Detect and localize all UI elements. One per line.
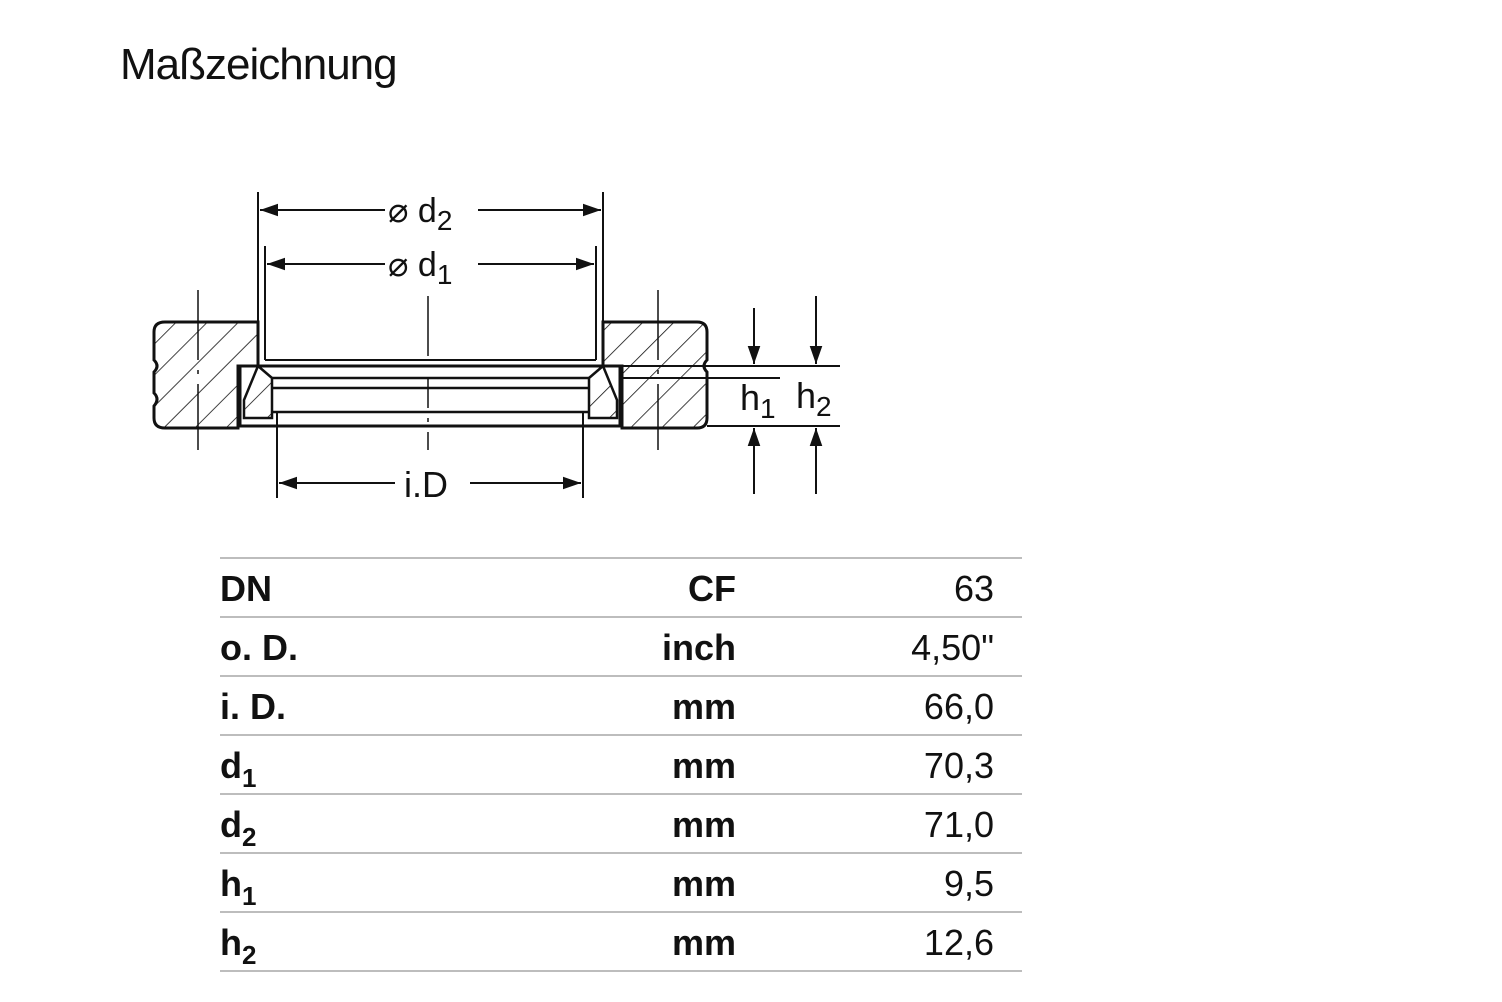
table-row <box>220 911 1022 972</box>
table-row <box>220 852 1022 911</box>
row-unit: mm <box>671 686 736 727</box>
gasket-ring <box>240 322 620 426</box>
row-unit: mm <box>671 804 736 845</box>
label-d2: ⌀ $d_2$ <box>388 192 453 236</box>
row-name: o. D. <box>220 627 298 668</box>
table-row <box>220 793 1022 852</box>
row-name: $d_2$ <box>220 804 257 852</box>
row-unit: mm <box>671 922 736 963</box>
row-unit: inch <box>661 627 736 668</box>
row-value: 66,0 <box>923 686 994 727</box>
page-title: Maßzeichnung <box>120 40 397 89</box>
row-unit: mm <box>671 863 736 904</box>
table-row <box>220 616 1022 675</box>
row-name: DN <box>220 568 272 609</box>
label-id: i.D <box>404 464 448 505</box>
dimension-lines <box>260 210 816 494</box>
row-value: 71,0 <box>923 804 994 845</box>
row-unit: mm <box>671 745 736 786</box>
extension-lines <box>258 192 840 498</box>
row-value: 12,6 <box>923 922 994 963</box>
row-value: 9,5 <box>943 863 994 904</box>
row-name: $d_1$ <box>220 745 257 793</box>
row-value: 70,3 <box>923 745 994 786</box>
table-row <box>220 557 1022 616</box>
row-name: $h_1$ <box>220 863 257 911</box>
label-h1: $h_1$ <box>740 377 776 424</box>
row-value: 4,50" <box>911 627 994 668</box>
label-h2: $h_2$ <box>796 375 832 422</box>
row-value: 63 <box>953 568 994 609</box>
table-row <box>220 675 1022 734</box>
row-unit: CF <box>688 568 736 609</box>
table-row <box>220 734 1022 793</box>
label-d1: ⌀ $d_1$ <box>388 246 453 290</box>
flange-left-section <box>154 322 258 428</box>
spec-table <box>220 557 1022 972</box>
row-name: i. D. <box>220 686 287 727</box>
row-name: $h_2$ <box>220 922 257 970</box>
